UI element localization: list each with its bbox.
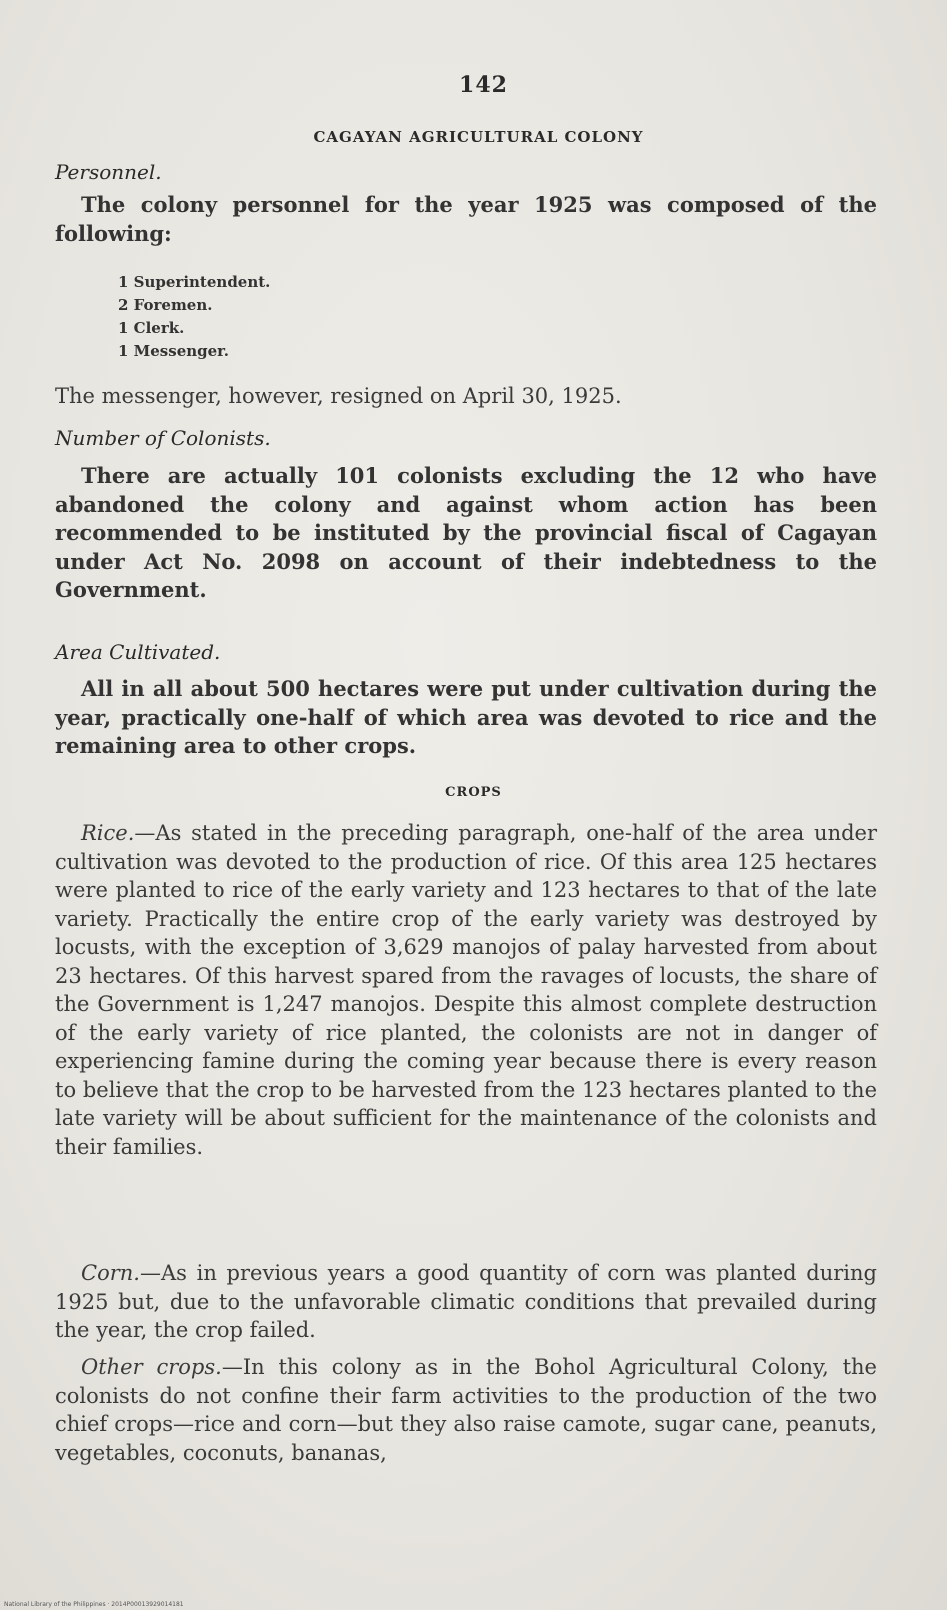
other-crops-paragraph [55,1353,877,1467]
list-item: 1 Superintendent. [118,273,271,291]
colonists-heading: Number of Colonists. [55,426,271,450]
corn-paragraph [55,1259,877,1345]
corn-text: —As in previous years a good quantity of corn was planted during 1925 but, due to the unfavorable climatic conditions that prevailed during the year, the crop failed. [55,1261,877,1342]
list-item: 2 Foremen. [118,296,213,314]
scan-footer: National Library of the Philippines · 2014P00013929014181 [4,1601,184,1608]
other-crops-lead: Other crops. [81,1355,222,1379]
rice-text: —As stated in the preceding paragraph, one-half of the area under cultivation was devoted to the production of rice. Of this area 125 hectares were planted to rice of the early variety and 123 hectares to that of the late variety. Practically the entire crop of the early variety was destroyed by locusts, with the exception of 3,629 manojos of palay harvested from about 23 hectares. Of this harvest spared from the ravages of locusts, the share of the Government is 1,247 manojos. Despite this almost complete destruction of the early variety of rice planted, the colonists are not in danger of experiencing famine during the coming year because there is every reason to believe that the crop to be harvested from the 123 hectares planted to the late variety will be about sufficient for the maintenance of the colonists and their families. [55,821,877,1159]
crops-heading: CROPS [445,785,502,800]
colonists-paragraph: There are actually 101 colonists excluding the 12 who have abandoned the colony and against whom action has been recommended to be instituted by the provincial fiscal of Cagayan under Act No. 2098 on account of their indebtedness to the Government. [55,463,877,602]
personnel-heading: Personnel. [55,160,162,184]
personnel-note: The messenger, however, resigned on April 30, 1925. [55,384,622,408]
personnel-list [118,271,270,363]
list-item: 1 Messenger. [118,342,229,360]
rice-lead: Rice. [81,821,135,845]
area-paragraph: All in all about 500 hectares were put under cultivation during the year, practically one-half of which area was devoted to rice and the remaining area to other crops. [55,676,877,758]
area-heading: Area Cultivated. [55,640,221,664]
personnel-intro: The colony personnel for the year 1925 was composed of the following: [55,192,877,246]
page-title: CAGAYAN AGRICULTURAL COLONY [313,128,644,146]
corn-lead: Corn. [81,1261,140,1285]
list-item: 1 Clerk. [118,319,185,337]
page-number: 142 [459,72,508,98]
rice-paragraph [55,819,877,1161]
other-crops-text: —In this colony as in the Bohol Agricultural Colony, the colonists do not confine their farm activities to the production of the two chief crops—rice and corn—but they also raise camote, sugar cane, peanuts, vegetables, coconuts, bananas, [55,1355,877,1465]
